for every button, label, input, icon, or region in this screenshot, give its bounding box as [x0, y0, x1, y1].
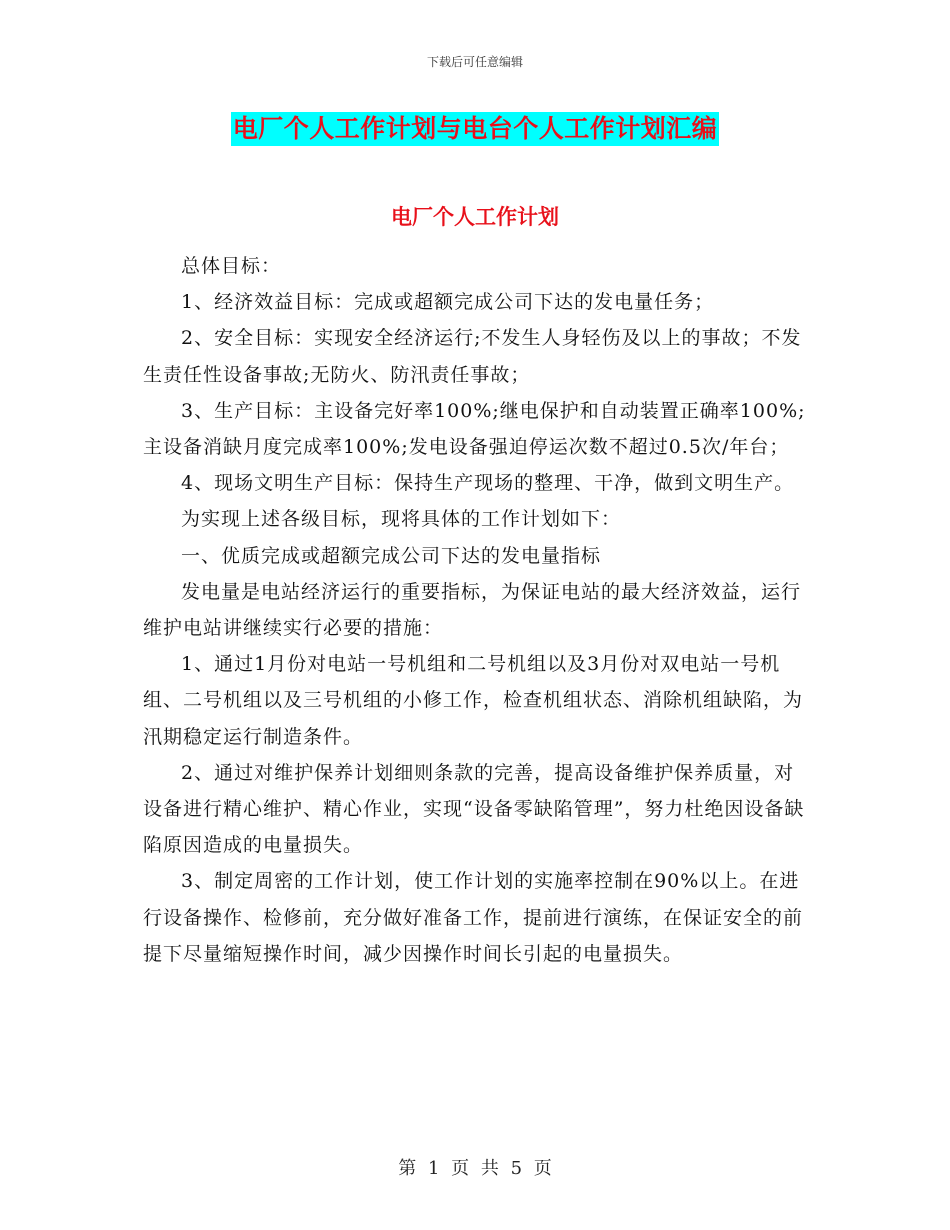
paragraph: 2、安全目标：实现安全经济运行;不发生人身轻伤及以上的事故；不发生责任性设备事故;无防火、防汛责任事故； [143, 327, 802, 386]
paragraph: 4、现场文明生产目标：保持生产现场的整理、干净，做到文明生产。 [181, 472, 795, 495]
section-title: 电厂个人工作计划 [391, 205, 559, 229]
page-footer: 第 1 页 共 5 页 [398, 1158, 552, 1179]
paragraph: 1、经济效益目标：完成或超额完成公司下达的发电量任务； [181, 291, 715, 314]
paragraph: 3、制定周密的工作计划，使工作计划的实施率控制在90%以上。在进行设备操作、检修前，充分做好准备工作，提前进行演练，在保证安全的前提下尽量缩短操作时间，减少因操作时间长引起的电量损失。 [143, 870, 804, 965]
main-title-container [0, 112, 950, 146]
paragraph: 一、优质完成或超额完成公司下达的发电量指标 [181, 544, 602, 567]
paragraph: 为实现上述各级目标，现将具体的工作计划如下： [181, 508, 622, 531]
paragraph: 1、通过1月份对电站一号机组和二号机组以及3月份对双电站一号机组、二号机组以及三号机组的小修工作，检查机组状态、消除机组缺陷，为汛期稳定运行制造条件。 [143, 653, 804, 748]
paragraph: 总体目标： [181, 255, 282, 277]
header-note: 下载后可任意编辑 [426, 55, 523, 69]
main-title: 电厂个人工作计划与电台个人工作计划汇编 [231, 112, 720, 146]
paragraph: 3、生产目标：主设备完好率100%;继电保护和自动装置正确率100%;主设备消缺月度完成率100%;发电设备强迫停运次数不超过0.5次/年台； [143, 399, 806, 459]
document-body [143, 248, 813, 972]
paragraph: 发电量是电站经济运行的重要指标，为保证电站的最大经济效益，运行维护电站讲继续实行必要的措施： [143, 580, 802, 640]
paragraph: 2、通过对维护保养计划细则条款的完善，提高设备维护保养质量，对设备进行精心维护、精心作业，实现“设备零缺陷管理”，努力杜绝因设备缺陷原因造成的电量损失。 [143, 761, 805, 857]
